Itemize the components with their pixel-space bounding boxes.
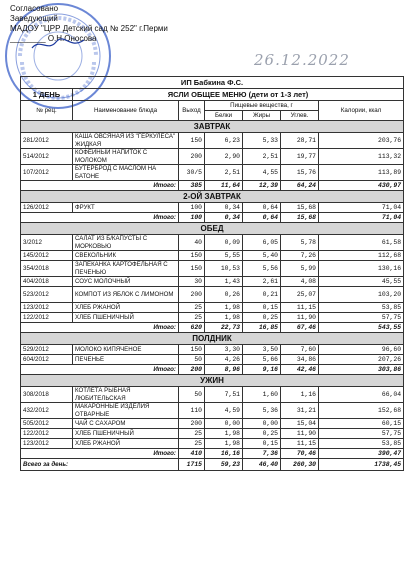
dish-row xyxy=(21,429,404,439)
dish-name: БУТЕРБРОД С МАСЛОМ НА БАТОНЕ xyxy=(73,165,179,181)
dish-protein: 2,90 xyxy=(205,149,243,165)
dish-name: КОТЛЕТА РЫБНАЯ ЛЮБИТЕЛЬСКАЯ xyxy=(73,387,179,403)
recipe-number: 122/2012 xyxy=(21,313,73,323)
dish-output: 40 xyxy=(179,235,205,251)
total-protein: 16,16 xyxy=(205,449,243,459)
total-output: 620 xyxy=(179,323,205,333)
total-calories: 543,55 xyxy=(319,323,404,333)
dish-output: 25 xyxy=(179,313,205,323)
dish-carbs: 31,21 xyxy=(281,403,319,419)
col-header-calories: Калории, ккал xyxy=(319,101,404,121)
dish-calories: 113,32 xyxy=(319,149,404,165)
dish-calories: 207,26 xyxy=(319,355,404,365)
col-header-nutrients: Пищевые вещества, г xyxy=(205,101,319,111)
grand-total-row xyxy=(21,459,404,471)
dish-calories: 203,76 xyxy=(319,133,404,149)
section-total-row xyxy=(21,213,404,223)
total-calories: 71,04 xyxy=(319,213,404,223)
dish-fat: 0,25 xyxy=(243,429,281,439)
dish-carbs: 7,26 xyxy=(281,251,319,261)
approval-line-2: Заведующий xyxy=(10,14,58,23)
col-header-fat: Жиры xyxy=(243,111,281,121)
total-fat: 12,39 xyxy=(243,181,281,191)
total-calories: 430,97 xyxy=(319,181,404,191)
dish-carbs: 11,90 xyxy=(281,429,319,439)
total-protein: 8,96 xyxy=(205,365,243,375)
dish-output: 200 xyxy=(179,149,205,165)
dish-output: 150 xyxy=(179,133,205,149)
dish-protein: 1,98 xyxy=(205,303,243,313)
dish-name: СОУС МОЛОЧНЫЙ xyxy=(73,277,179,287)
dish-protein: 4,59 xyxy=(205,403,243,419)
dish-fat: 1,60 xyxy=(243,387,281,403)
recipe-number: 122/2012 xyxy=(21,429,73,439)
section-title: ПОЛДНИК xyxy=(21,333,404,345)
dish-name: ХЛЕБ РЖАНОЙ xyxy=(73,439,179,449)
total-carbs: 15,68 xyxy=(281,213,319,223)
recipe-number: 126/2012 xyxy=(21,203,73,213)
dish-output: 30 xyxy=(179,277,205,287)
dish-fat: 2,51 xyxy=(243,149,281,165)
dish-row xyxy=(21,203,404,213)
dish-carbs: 28,71 xyxy=(281,133,319,149)
dish-output: 50 xyxy=(179,387,205,403)
org-name: ИП Бабкина Ф.С. xyxy=(21,77,404,89)
dish-output: 100 xyxy=(179,203,205,213)
approval-line-1: Согласовано xyxy=(10,4,59,13)
dish-fat: 0,21 xyxy=(243,287,281,303)
dish-fat: 4,55 xyxy=(243,165,281,181)
dish-output: 30/5 xyxy=(179,165,205,181)
dish-calories: 53,85 xyxy=(319,303,404,313)
recipe-number: 107/2012 xyxy=(21,165,73,181)
total-output: 200 xyxy=(179,365,205,375)
section-total-row xyxy=(21,181,404,191)
dish-row xyxy=(21,313,404,323)
dish-fat: 6,05 xyxy=(243,235,281,251)
total-protein: 0,34 xyxy=(205,213,243,223)
dish-fat: 0,25 xyxy=(243,313,281,323)
dish-carbs: 15,04 xyxy=(281,419,319,429)
dish-protein: 4,26 xyxy=(205,355,243,365)
menu-title: ЯСЛИ ОБЩЕЕ МЕНЮ (дети от 1-3 лет) xyxy=(73,89,404,101)
dish-output: 150 xyxy=(179,261,205,277)
dish-carbs: 4,08 xyxy=(281,277,319,287)
dish-carbs: 19,77 xyxy=(281,149,319,165)
total-protein: 22,73 xyxy=(205,323,243,333)
dish-name: СВЕКОЛЬНИК xyxy=(73,251,179,261)
recipe-number: 514/2012 xyxy=(21,149,73,165)
dish-protein: 10,53 xyxy=(205,261,243,277)
dish-protein: 3,30 xyxy=(205,345,243,355)
dish-carbs: 5,78 xyxy=(281,235,319,251)
section-header-row xyxy=(21,223,404,235)
recipe-number: 123/2012 xyxy=(21,439,73,449)
dish-name: САЛАТ ИЗ Б/КАПУСТЫ С МОРКОВЬЮ xyxy=(73,235,179,251)
total-carbs: 70,46 xyxy=(281,449,319,459)
section-header-row xyxy=(21,191,404,203)
dish-row xyxy=(21,277,404,287)
total-carbs: 42,46 xyxy=(281,365,319,375)
dish-carbs: 1,16 xyxy=(281,387,319,403)
dish-row xyxy=(21,345,404,355)
dish-carbs: 25,07 xyxy=(281,287,319,303)
total-protein: 11,64 xyxy=(205,181,243,191)
dish-output: 150 xyxy=(179,345,205,355)
recipe-number: 281/2012 xyxy=(21,133,73,149)
dish-calories: 61,58 xyxy=(319,235,404,251)
dish-protein: 1,98 xyxy=(205,429,243,439)
col-header-output: Выход xyxy=(179,101,205,121)
total-label: Итого: xyxy=(21,213,179,223)
dish-protein: 2,51 xyxy=(205,165,243,181)
document-header xyxy=(0,0,420,68)
total-fat: 0,64 xyxy=(243,213,281,223)
dish-carbs: 34,86 xyxy=(281,355,319,365)
dish-carbs: 7,60 xyxy=(281,345,319,355)
recipe-number: 3/2012 xyxy=(21,235,73,251)
section-title: УЖИН xyxy=(21,375,404,387)
dish-row xyxy=(21,355,404,365)
dish-name: МАКАРОННЫЕ ИЗДЕЛИЯ ОТВАРНЫЕ xyxy=(73,403,179,419)
dish-fat: 0,00 xyxy=(243,419,281,429)
dish-carbs: 11,15 xyxy=(281,439,319,449)
dish-carbs: 15,76 xyxy=(281,165,319,181)
recipe-number: 529/2012 xyxy=(21,345,73,355)
dish-row xyxy=(21,303,404,313)
approval-line-4: ________ О.Н.Оносова xyxy=(10,34,97,43)
dish-protein: 0,26 xyxy=(205,287,243,303)
dish-carbs: 11,15 xyxy=(281,303,319,313)
section-total-row xyxy=(21,365,404,375)
dish-calories: 57,75 xyxy=(319,429,404,439)
dish-row xyxy=(21,403,404,419)
dish-carbs: 11,90 xyxy=(281,313,319,323)
dish-calories: 57,75 xyxy=(319,313,404,323)
dish-fat: 3,50 xyxy=(243,345,281,355)
recipe-number: 354/2018 xyxy=(21,261,73,277)
dish-row xyxy=(21,439,404,449)
recipe-number: 432/2012 xyxy=(21,403,73,419)
dish-output: 110 xyxy=(179,403,205,419)
dish-name: ХЛЕБ ПШЕНИЧНЫЙ xyxy=(73,429,179,439)
dish-output: 25 xyxy=(179,429,205,439)
dish-name: МОЛОКО КИПЯЧЕНОЕ xyxy=(73,345,179,355)
dish-name: ЧАЙ С САХАРОМ xyxy=(73,419,179,429)
total-output: 385 xyxy=(179,181,205,191)
total-label: Итого: xyxy=(21,323,179,333)
dish-fat: 0,15 xyxy=(243,303,281,313)
dish-output: 25 xyxy=(179,439,205,449)
grand-total-label: Всего за день: xyxy=(21,459,179,471)
total-calories: 303,86 xyxy=(319,365,404,375)
dish-protein: 1,98 xyxy=(205,313,243,323)
dish-protein: 5,55 xyxy=(205,251,243,261)
total-fat: 9,16 xyxy=(243,365,281,375)
date-handwritten: 26.12.2022 xyxy=(254,51,350,69)
dish-row xyxy=(21,419,404,429)
grand-total-calories: 1738,45 xyxy=(319,459,404,471)
dish-row xyxy=(21,387,404,403)
dish-name: КОМПОТ ИЗ ЯБЛОК С ЛИМОНОМ xyxy=(73,287,179,303)
grand-total-protein: 59,23 xyxy=(205,459,243,471)
signature-icon xyxy=(30,36,86,54)
dish-calories: 103,20 xyxy=(319,287,404,303)
section-title: 2-ОЙ ЗАВТРАК xyxy=(21,191,404,203)
grand-total-carbs: 260,30 xyxy=(281,459,319,471)
total-calories: 390,47 xyxy=(319,449,404,459)
dish-name: ХЛЕБ ПШЕНИЧНЫЙ xyxy=(73,313,179,323)
dish-protein: 1,98 xyxy=(205,439,243,449)
dish-row xyxy=(21,287,404,303)
menu-table xyxy=(20,76,404,471)
dish-fat: 5,66 xyxy=(243,355,281,365)
recipe-number: 404/2018 xyxy=(21,277,73,287)
dish-name: ЗАПЕКАНКА КАРТОФЕЛЬНАЯ С ПЕЧЕНЬЮ xyxy=(73,261,179,277)
dish-row xyxy=(21,165,404,181)
dish-output: 200 xyxy=(179,419,205,429)
dish-fat: 5,36 xyxy=(243,403,281,419)
total-output: 100 xyxy=(179,213,205,223)
dish-name: КАША ОВСЯНАЯ ИЗ "ГЕРКУЛЕСА" ЖИДКАЯ xyxy=(73,133,179,149)
dish-row xyxy=(21,149,404,165)
dish-name: ПЕЧЕНЬЕ xyxy=(73,355,179,365)
dish-row xyxy=(21,251,404,261)
section-header-row xyxy=(21,333,404,345)
dish-protein: 6,23 xyxy=(205,133,243,149)
dish-protein: 0,00 xyxy=(205,419,243,429)
dish-carbs: 15,68 xyxy=(281,203,319,213)
section-header-row xyxy=(21,121,404,133)
dish-protein: 7,51 xyxy=(205,387,243,403)
section-header-row xyxy=(21,375,404,387)
dish-output: 150 xyxy=(179,251,205,261)
total-fat: 16,85 xyxy=(243,323,281,333)
dish-name: КОФЕЙНЫЙ НАПИТОК С МОЛОКОМ xyxy=(73,149,179,165)
total-label: Итого: xyxy=(21,365,179,375)
recipe-number: 523/2012 xyxy=(21,287,73,303)
dish-fat: 0,64 xyxy=(243,203,281,213)
col-header-name: Наименование блюда xyxy=(73,101,179,121)
dish-name: ХЛЕБ РЖАНОЙ xyxy=(73,303,179,313)
dish-row xyxy=(21,261,404,277)
total-fat: 7,36 xyxy=(243,449,281,459)
dish-fat: 2,61 xyxy=(243,277,281,287)
day-label: 1 ДЕНЬ xyxy=(21,89,73,101)
dish-carbs: 5,99 xyxy=(281,261,319,277)
dish-calories: 71,04 xyxy=(319,203,404,213)
total-carbs: 67,46 xyxy=(281,323,319,333)
recipe-number: 505/2012 xyxy=(21,419,73,429)
dish-protein: 1,43 xyxy=(205,277,243,287)
dish-row xyxy=(21,235,404,251)
dish-calories: 112,68 xyxy=(319,251,404,261)
dish-calories: 130,16 xyxy=(319,261,404,277)
recipe-number: 308/2018 xyxy=(21,387,73,403)
section-total-row xyxy=(21,449,404,459)
recipe-number: 123/2012 xyxy=(21,303,73,313)
recipe-number: 604/2012 xyxy=(21,355,73,365)
dish-output: 25 xyxy=(179,303,205,313)
total-label: Итого: xyxy=(21,181,179,191)
dish-protein: 0,09 xyxy=(205,235,243,251)
dish-calories: 152,68 xyxy=(319,403,404,419)
dish-row xyxy=(21,133,404,149)
col-header-protein: Белки xyxy=(205,111,243,121)
approval-line-3: МАДОУ "ЦРР Детский сад № 252" г.Перми xyxy=(10,24,168,33)
dish-output: 200 xyxy=(179,287,205,303)
section-title: ОБЕД xyxy=(21,223,404,235)
dish-calories: 96,60 xyxy=(319,345,404,355)
total-output: 410 xyxy=(179,449,205,459)
section-title: ЗАВТРАК xyxy=(21,121,404,133)
grand-total-output: 1715 xyxy=(179,459,205,471)
dish-fat: 5,56 xyxy=(243,261,281,277)
dish-calories: 45,55 xyxy=(319,277,404,287)
section-total-row xyxy=(21,323,404,333)
dish-name: ФРУКТ xyxy=(73,203,179,213)
grand-total-fat: 46,40 xyxy=(243,459,281,471)
dish-output: 50 xyxy=(179,355,205,365)
total-label: Итого: xyxy=(21,449,179,459)
recipe-number: 145/2012 xyxy=(21,251,73,261)
dish-protein: 0,34 xyxy=(205,203,243,213)
dish-calories: 53,85 xyxy=(319,439,404,449)
col-header-carbs: Углев. xyxy=(281,111,319,121)
dish-calories: 60,15 xyxy=(319,419,404,429)
total-carbs: 64,24 xyxy=(281,181,319,191)
col-header-recipe: № рец. xyxy=(21,101,73,121)
dish-calories: 113,89 xyxy=(319,165,404,181)
dish-calories: 66,04 xyxy=(319,387,404,403)
dish-fat: 5,40 xyxy=(243,251,281,261)
dish-fat: 0,15 xyxy=(243,439,281,449)
dish-fat: 5,33 xyxy=(243,133,281,149)
